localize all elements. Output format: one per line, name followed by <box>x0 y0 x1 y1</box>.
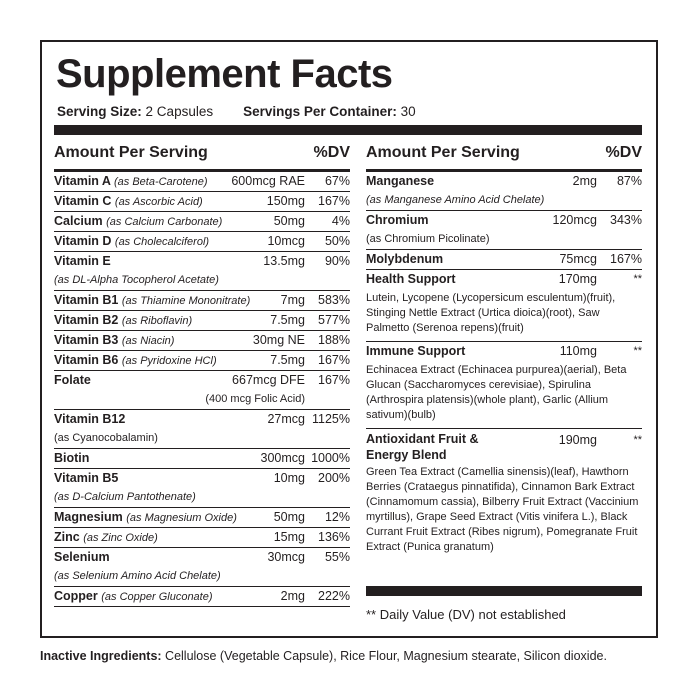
nutrient-label: Zinc <box>54 530 80 544</box>
nutrient-amount: 75mcg <box>559 252 597 266</box>
nutrient-row <box>54 449 350 469</box>
dv-footnote: ** Daily Value (DV) not established <box>366 607 566 622</box>
nutrient-label: Manganese <box>366 174 435 188</box>
nutrient-source: (as Calcium Carbonate) <box>106 216 223 228</box>
nutrient-dv: 136% <box>318 530 350 544</box>
nutrient-row <box>54 469 350 508</box>
left-column <box>54 135 350 607</box>
nutrient-source: (as Zinc Oxide) <box>83 532 158 544</box>
right-header <box>366 135 642 169</box>
inactive-ingredients <box>40 649 607 663</box>
blend-ingredients: Lutein, Lycopene (Lycopersicum esculentum)(fruit), Stinging Nettle Extract (Urtica dioica)(root), Saw Palmetto (Serenoa repens)(fruit) <box>366 292 616 334</box>
nutrient-source: (as Chromium Picolinate) <box>366 233 490 245</box>
right-column <box>366 135 642 560</box>
nutrient-name <box>54 410 125 429</box>
nutrient-dv: 12% <box>324 510 350 524</box>
blend-name: Health Support <box>366 272 456 286</box>
nutrient-label: Calcium <box>54 214 103 228</box>
blend-dv: ** <box>633 345 642 357</box>
nutrient-amount: 30mcg <box>267 550 305 564</box>
nutrient-row <box>54 548 350 587</box>
nutrient-source: (as Magnesium Oxide) <box>126 512 237 524</box>
nutrient-label: Biotin <box>54 451 90 465</box>
nutrient-name <box>54 291 250 311</box>
nutrient-label: Molybdenum <box>366 252 444 266</box>
nutrient-amount: 15mg <box>273 530 305 544</box>
nutrient-amount: 7mg <box>280 293 305 307</box>
nutrient-label: Folate <box>54 373 91 387</box>
nutrient-amount: 50mg <box>273 510 305 524</box>
left-nutrient-list <box>54 172 350 607</box>
nutrient-dv: 167% <box>318 353 350 367</box>
nutrient-amount: 7.5mg <box>270 353 305 367</box>
nutrient-name <box>54 212 222 232</box>
nutrient-amount: 27mcg <box>267 412 305 426</box>
nutrient-row <box>54 410 350 449</box>
nutrient-name <box>54 172 208 192</box>
nutrient-dv: 577% <box>318 313 350 327</box>
nutrient-name <box>54 587 213 607</box>
nutrient-name <box>366 172 434 191</box>
nutrient-row <box>54 528 350 548</box>
nutrient-label: Vitamin B5 <box>54 471 119 485</box>
nutrient-name <box>54 528 158 548</box>
blend-dv: ** <box>633 273 642 285</box>
dv-heading: %DV <box>313 144 350 161</box>
blend-block <box>366 342 642 429</box>
nutrient-name <box>54 449 89 468</box>
nutrient-name <box>54 548 110 567</box>
dv-heading: %DV <box>605 144 642 161</box>
blend-dv: ** <box>633 434 642 446</box>
nutrient-dv: 167% <box>318 373 350 387</box>
nutrient-source: (as Beta-Carotene) <box>113 176 208 188</box>
nutrient-source: (as D-Calcium Pantothenate) <box>54 491 196 503</box>
nutrient-label: Vitamin C <box>54 194 112 208</box>
serving-size-value: 2 Capsules <box>145 104 214 119</box>
nutrient-dv: 343% <box>610 213 642 227</box>
page-title: Supplement Facts <box>56 52 393 96</box>
nutrient-row <box>54 331 350 351</box>
blend-amount: 190mg <box>558 433 597 447</box>
nutrient-row <box>366 172 642 211</box>
nutrient-dv: 90% <box>324 254 350 268</box>
nutrient-source: (as Manganese Amino Acid Chelate) <box>366 194 545 206</box>
nutrient-label: Vitamin B2 <box>54 313 119 327</box>
nutrient-name <box>54 311 192 331</box>
nutrient-dv: 200% <box>318 471 350 485</box>
serving-size-label: Serving Size: <box>57 104 142 119</box>
nutrient-label: Magnesium <box>54 510 123 524</box>
servings-per-container-label: Servings Per Container: <box>243 104 397 119</box>
nutrient-source: (as Niacin) <box>121 335 175 347</box>
nutrient-amount: 150mg <box>266 194 305 208</box>
amount-per-serving-heading: Amount Per Serving <box>366 144 520 161</box>
left-header <box>54 135 350 169</box>
nutrient-source: (as Pyridoxine HCl) <box>121 355 217 367</box>
blend-block <box>366 429 642 560</box>
nutrient-label: Vitamin B12 <box>54 412 126 426</box>
inactive-ingredients-text: Cellulose (Vegetable Capsule), Rice Flour, Magnesium stearate, Silicon dioxide. <box>165 649 607 663</box>
nutrient-row <box>54 311 350 331</box>
nutrient-name <box>54 469 118 488</box>
nutrient-label: Vitamin B1 <box>54 293 119 307</box>
nutrient-row <box>54 252 350 291</box>
top-thick-rule <box>54 125 642 135</box>
right-nutrient-list <box>366 172 642 270</box>
blend-ingredients: Green Tea Extract (Camellia sinensis)(leaf), Hawthorn Berries (Crataegus pinnatifida), Cinnamon Bark Extract (Cinnamomum cassia), Bilberry Fruit Extract (Vaccinium myrtillus), Grape Seed Extract (Vitis vinifera L.), Black Currant Fruit Extract (Ribes nigrum), Pomegranate Fruit Extract (Punica granatum) <box>366 466 639 553</box>
nutrient-dv: 188% <box>318 333 350 347</box>
nutrient-source: (as Cholecalciferol) <box>114 236 210 248</box>
nutrient-row <box>54 508 350 528</box>
nutrient-name <box>54 508 237 528</box>
nutrient-name <box>54 351 217 371</box>
nutrient-dv: 1125% <box>312 412 350 426</box>
nutrient-name <box>54 331 174 351</box>
nutrient-source: (as Copper Gluconate) <box>101 591 213 603</box>
blend-header <box>366 270 642 289</box>
nutrient-label: Vitamin A <box>54 174 111 188</box>
nutrient-amount: 13.5mg <box>263 254 305 268</box>
nutrient-amount: 120mcg <box>552 213 597 227</box>
nutrient-amount: 50mg <box>273 214 305 228</box>
nutrient-dv: 55% <box>324 550 350 564</box>
nutrient-dv: 50% <box>324 234 350 248</box>
servings-per-container-value: 30 <box>400 104 416 119</box>
nutrient-row <box>54 291 350 311</box>
nutrient-row <box>54 192 350 212</box>
nutrient-label: Chromium <box>366 213 429 227</box>
nutrient-source: (as Thiamine Mononitrate) <box>121 295 251 307</box>
nutrient-amount: 2mg <box>572 174 597 188</box>
nutrient-name <box>54 371 91 390</box>
nutrient-label: Vitamin B3 <box>54 333 119 347</box>
nutrient-name <box>54 252 111 271</box>
nutrient-row <box>366 250 642 270</box>
nutrient-amount: 2mg <box>280 589 305 603</box>
nutrient-source: (as Selenium Amino Acid Chelate) <box>54 570 221 582</box>
blend-header <box>366 429 642 463</box>
nutrient-amount: 300mcg <box>260 451 305 465</box>
nutrient-source: (as DL-Alpha Tocopherol Acetate) <box>54 274 219 286</box>
nutrient-source: (as Ascorbic Acid) <box>114 196 203 208</box>
nutrient-row <box>54 212 350 232</box>
nutrient-label: Selenium <box>54 550 110 564</box>
blend-block <box>366 270 642 342</box>
nutrient-amount: 10mg <box>273 471 305 485</box>
nutrient-row <box>366 211 642 250</box>
nutrient-dv: 167% <box>318 194 350 208</box>
nutrient-label: Vitamin D <box>54 234 112 248</box>
nutrient-dv: 87% <box>616 174 642 188</box>
proprietary-blends <box>366 270 642 560</box>
nutrient-dv: 1000% <box>311 451 350 465</box>
nutrient-amount: 600mcg RAE <box>231 174 305 188</box>
nutrient-amount: 7.5mg <box>270 313 305 327</box>
nutrient-dv: 4% <box>331 214 350 228</box>
serving-info <box>57 104 416 119</box>
nutrient-row <box>54 172 350 192</box>
nutrient-dv: 167% <box>610 252 642 266</box>
nutrient-dv: 583% <box>318 293 350 307</box>
nutrient-row <box>54 232 350 252</box>
nutrient-amount: 30mg NE <box>252 333 305 347</box>
nutrient-row <box>54 351 350 371</box>
blend-header <box>366 342 642 361</box>
blend-ingredients: Echinacea Extract (Echinacea purpurea)(aerial), Beta Glucan (Saccharomyces cerevisiae), Spirulina (Arthrospira platensis)(whole plant), Garlic (Allium sativum)(bulb) <box>366 364 627 421</box>
nutrient-name <box>366 250 443 269</box>
nutrient-source: (400 mcg Folic Acid) <box>205 393 305 405</box>
blend-name: Antioxidant Fruit & Energy Blend <box>366 432 479 462</box>
nutrient-amount: 10mcg <box>267 234 305 248</box>
blend-amount: 170mg <box>558 272 597 286</box>
nutrient-row <box>54 587 350 607</box>
inactive-ingredients-label: Inactive Ingredients: <box>40 649 162 663</box>
nutrient-amount: 667mcg DFE <box>232 373 305 387</box>
nutrient-label: Vitamin E <box>54 254 111 268</box>
blend-name: Immune Support <box>366 344 466 358</box>
bottom-thick-rule <box>366 586 642 596</box>
nutrient-dv: 222% <box>318 589 350 603</box>
nutrient-label: Vitamin B6 <box>54 353 119 367</box>
nutrient-label: Copper <box>54 589 98 603</box>
nutrient-row <box>54 371 350 410</box>
nutrient-name <box>54 232 209 252</box>
nutrient-source: (as Cyanocobalamin) <box>54 432 158 444</box>
amount-per-serving-heading: Amount Per Serving <box>54 144 208 161</box>
nutrient-name <box>366 211 429 230</box>
nutrient-source: (as Riboflavin) <box>121 315 193 327</box>
nutrient-dv: 67% <box>324 174 350 188</box>
nutrient-name <box>54 192 203 212</box>
blend-amount: 110mg <box>559 344 597 358</box>
